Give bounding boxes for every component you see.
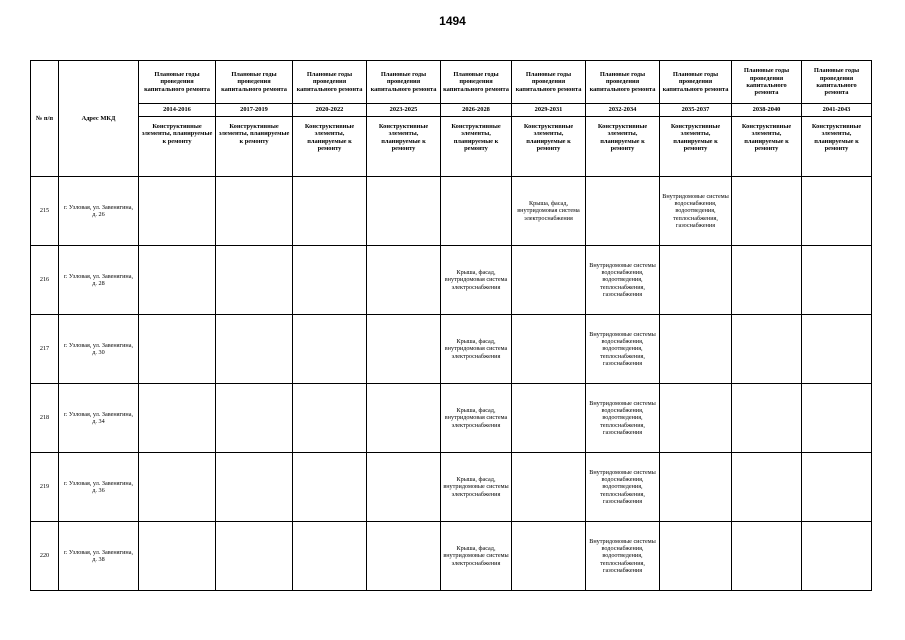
row-cell bbox=[660, 246, 732, 315]
row-cell: Крыша, фасад, внутридомовая система электроснабжения bbox=[441, 246, 512, 315]
header-row-periods bbox=[31, 104, 872, 117]
table-row bbox=[31, 246, 872, 315]
row-cell: Крыша, фасад, внутридомовые системы электроснабжения bbox=[441, 453, 512, 522]
row-num: 219 bbox=[31, 453, 59, 522]
row-cell: Крыша, фасад, внутридомовая система электроснабжения bbox=[441, 384, 512, 453]
row-cell bbox=[732, 453, 802, 522]
header-period: 2029-2031 bbox=[512, 104, 586, 117]
row-cell bbox=[512, 246, 586, 315]
header-period: 2041-2043 bbox=[802, 104, 872, 117]
row-cell bbox=[802, 177, 872, 246]
row-cell bbox=[660, 315, 732, 384]
row-cell: Внутридомовые системы водоснабжения, водоотведения, теплоснабжения, газоснабжения bbox=[660, 177, 732, 246]
row-cell: Внутридомовые системы водоснабжения, водоотведения, теплоснабжения, газоснабжения bbox=[586, 522, 660, 591]
row-cell bbox=[512, 522, 586, 591]
header-elements: Конструктивные элементы, планируемые к ремонту bbox=[216, 117, 293, 177]
row-cell bbox=[732, 315, 802, 384]
row-cell: Крыша, фасад, внутридомовая система электроснабжения bbox=[512, 177, 586, 246]
header-period: 2020-2022 bbox=[293, 104, 367, 117]
row-cell bbox=[802, 315, 872, 384]
table-row bbox=[31, 522, 872, 591]
header-elements: Конструктивные элементы, планируемые к ремонту bbox=[441, 117, 512, 177]
header-row-elements bbox=[31, 117, 872, 177]
row-cell bbox=[367, 315, 441, 384]
table-row bbox=[31, 177, 872, 246]
header-planned: Плановые годы проведения капитального ремонта bbox=[732, 61, 802, 104]
row-cell bbox=[512, 315, 586, 384]
row-address: г. Узловая, ул. Завенягина, д. 26 bbox=[59, 177, 139, 246]
row-cell bbox=[216, 246, 293, 315]
table-row bbox=[31, 384, 872, 453]
row-cell bbox=[293, 246, 367, 315]
header-planned: Плановые годы проведения капитального ремонта bbox=[586, 61, 660, 104]
header-period: 2017-2019 bbox=[216, 104, 293, 117]
row-cell: Крыша, фасад, внутридомовая система электроснабжения bbox=[441, 315, 512, 384]
row-cell bbox=[660, 522, 732, 591]
row-cell bbox=[139, 453, 216, 522]
row-cell bbox=[660, 453, 732, 522]
page-number: 1494 bbox=[439, 14, 466, 28]
header-planned: Плановые годы проведения капитального ремонта bbox=[293, 61, 367, 104]
row-cell bbox=[512, 384, 586, 453]
row-cell bbox=[367, 384, 441, 453]
row-cell bbox=[802, 453, 872, 522]
row-cell bbox=[293, 177, 367, 246]
header-planned: Плановые годы проведения капитального ремонта bbox=[216, 61, 293, 104]
header-planned: Плановые годы проведения капитального ремонта bbox=[512, 61, 586, 104]
row-cell bbox=[367, 177, 441, 246]
header-period: 2026-2028 bbox=[441, 104, 512, 117]
row-num: 220 bbox=[31, 522, 59, 591]
row-cell bbox=[139, 315, 216, 384]
header-elements: Конструктивные элементы, планируемые к ремонту bbox=[293, 117, 367, 177]
row-cell bbox=[732, 384, 802, 453]
header-elements: Конструктивные элементы, планируемые к ремонту bbox=[512, 117, 586, 177]
header-planned: Плановые годы проведения капитального ремонта bbox=[802, 61, 872, 104]
row-cell bbox=[586, 177, 660, 246]
row-cell bbox=[660, 384, 732, 453]
row-address: г. Узловая, ул. Завенягина, д. 34 bbox=[59, 384, 139, 453]
header-period: 2038-2040 bbox=[732, 104, 802, 117]
header-elements: Конструктивные элементы, планируемые к ремонту bbox=[367, 117, 441, 177]
header-planned: Плановые годы проведения капитального ремонта bbox=[441, 61, 512, 104]
header-period: 2035-2037 bbox=[660, 104, 732, 117]
row-address: г. Узловая, ул. Завенягина, д. 28 bbox=[59, 246, 139, 315]
row-cell bbox=[367, 453, 441, 522]
row-cell bbox=[293, 315, 367, 384]
row-address: г. Узловая, ул. Завенягина, д. 30 bbox=[59, 315, 139, 384]
row-cell bbox=[802, 246, 872, 315]
row-cell bbox=[293, 453, 367, 522]
row-cell bbox=[216, 522, 293, 591]
row-cell bbox=[139, 522, 216, 591]
table-row bbox=[31, 315, 872, 384]
header-elements: Конструктивные элементы, планируемые к ремонту bbox=[139, 117, 216, 177]
row-cell bbox=[732, 522, 802, 591]
row-cell bbox=[293, 384, 367, 453]
row-cell bbox=[293, 522, 367, 591]
header-planned: Плановые годы проведения капитального ремонта bbox=[660, 61, 732, 104]
row-address: г. Узловая, ул. Завенягина, д. 38 bbox=[59, 522, 139, 591]
row-num: 217 bbox=[31, 315, 59, 384]
row-cell bbox=[139, 246, 216, 315]
row-cell: Внутридомовые системы водоснабжения, водоотведения, теплоснабжения, газоснабжения bbox=[586, 384, 660, 453]
header-period: 2023-2025 bbox=[367, 104, 441, 117]
row-cell bbox=[216, 177, 293, 246]
row-cell bbox=[732, 177, 802, 246]
header-elements: Конструктивные элементы, планируемые к ремонту bbox=[802, 117, 872, 177]
header-elements: Конструктивные элементы, планируемые к ремонту bbox=[732, 117, 802, 177]
row-cell bbox=[139, 384, 216, 453]
row-cell bbox=[441, 177, 512, 246]
header-elements: Конструктивные элементы, планируемые к ремонту bbox=[660, 117, 732, 177]
row-cell bbox=[216, 384, 293, 453]
header-num: № п/п bbox=[31, 61, 59, 177]
row-cell bbox=[732, 246, 802, 315]
row-cell bbox=[367, 522, 441, 591]
row-cell bbox=[802, 522, 872, 591]
row-cell bbox=[216, 315, 293, 384]
header-planned: Плановые годы проведения капитального ремонта bbox=[367, 61, 441, 104]
row-cell bbox=[139, 177, 216, 246]
row-num: 218 bbox=[31, 384, 59, 453]
row-cell bbox=[802, 384, 872, 453]
header-elements: Конструктивные элементы, планируемые к ремонту bbox=[586, 117, 660, 177]
table-row bbox=[31, 453, 872, 522]
row-num: 216 bbox=[31, 246, 59, 315]
header-row-planned bbox=[31, 61, 872, 104]
row-cell: Внутридомовые системы водоснабжения, водоотведения, теплоснабжения, газоснабжения bbox=[586, 453, 660, 522]
capital-repair-table bbox=[30, 60, 872, 591]
row-address: г. Узловая, ул. Завенягина, д. 36 bbox=[59, 453, 139, 522]
header-period: 2014-2016 bbox=[139, 104, 216, 117]
row-cell bbox=[367, 246, 441, 315]
row-num: 215 bbox=[31, 177, 59, 246]
row-cell: Внутридомовые системы водоснабжения, водоотведения, теплоснабжения, газоснабжения bbox=[586, 315, 660, 384]
row-cell bbox=[216, 453, 293, 522]
header-period: 2032-2034 bbox=[586, 104, 660, 117]
row-cell: Крыша, фасад, внутридомовые системы электроснабжения bbox=[441, 522, 512, 591]
row-cell bbox=[512, 453, 586, 522]
header-planned: Плановые годы проведения капитального ремонта bbox=[139, 61, 216, 104]
header-address: Адрес МКД bbox=[59, 61, 139, 177]
row-cell: Внутридомовые системы водоснабжения, водоотведения, теплоснабжения, газоснабжения bbox=[586, 246, 660, 315]
